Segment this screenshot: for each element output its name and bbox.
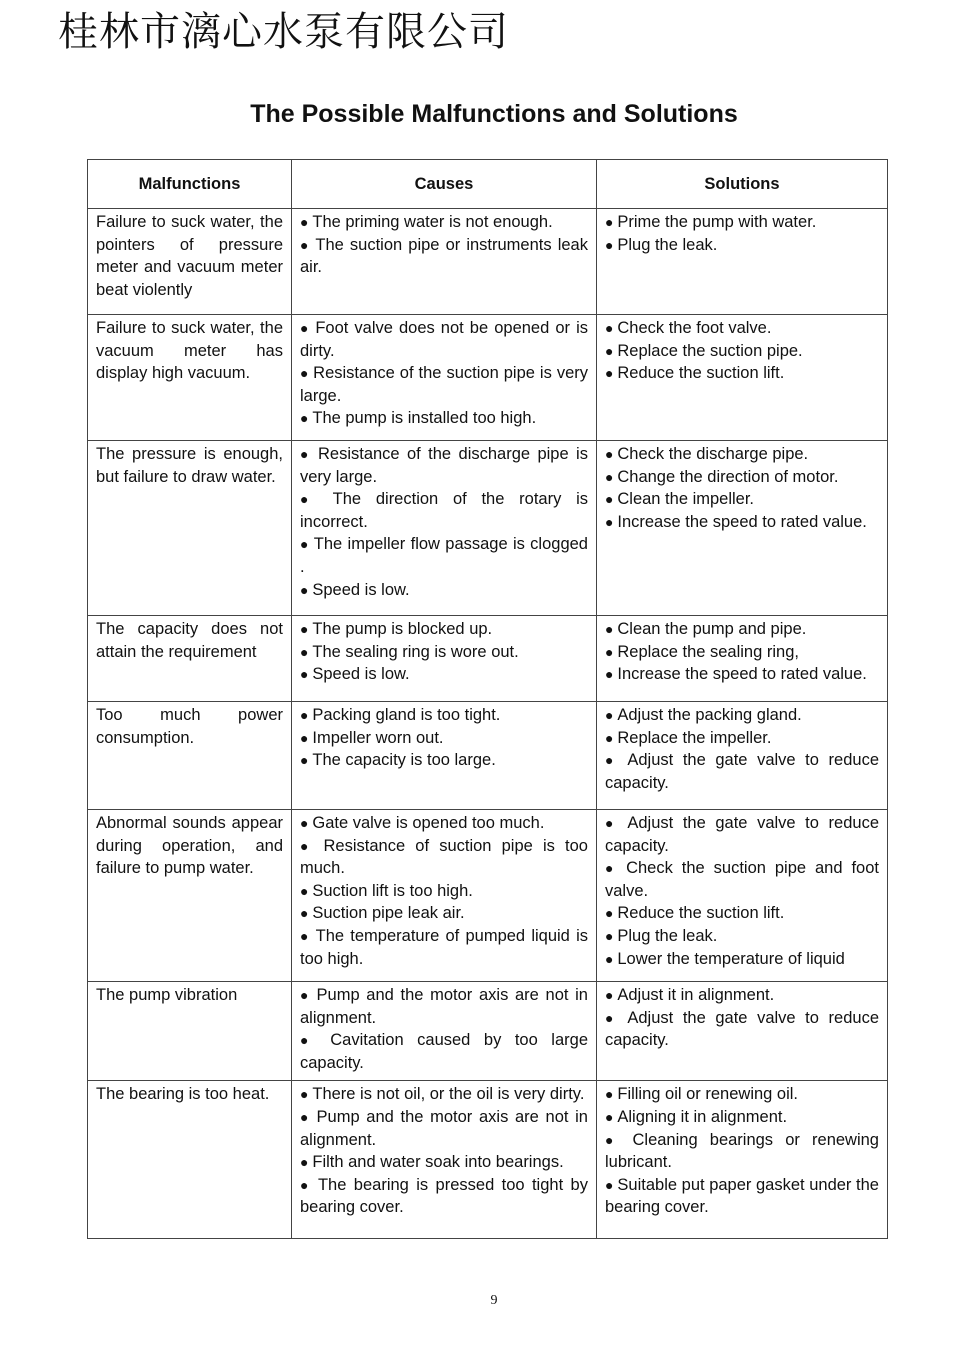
solution-item: ● Prime the pump with water. [605, 211, 879, 234]
company-name: 桂林市漓心水泵有限公司 [58, 9, 509, 55]
solutions-cell [597, 315, 888, 441]
causes-cell [292, 810, 597, 982]
causes-cell [292, 209, 597, 315]
cause-item: ● Resistance of the suction pipe is very large. [300, 362, 588, 407]
cause-item: ● Resistance of the discharge pipe is very large. [300, 443, 588, 488]
causes-cell [292, 441, 597, 616]
cause-item: ● Impeller worn out. [300, 727, 588, 750]
malfunction-cell [88, 1081, 292, 1239]
malfunction-text: The pressure is enough, but failure to draw water. [96, 445, 283, 486]
malfunction-cell [88, 982, 292, 1081]
table-row [88, 1081, 888, 1239]
cause-item: ● Suction pipe leak air. [300, 902, 588, 925]
cause-item: ● Gate valve is opened too much. [300, 812, 588, 835]
cause-item: ● Resistance of suction pipe is too much. [300, 835, 588, 880]
solution-item: ● Filling oil or renewing oil. [605, 1083, 879, 1106]
cause-item: ● Speed is low. [300, 663, 588, 686]
causes-cell [292, 315, 597, 441]
malfunction-text: Abnormal sounds appear during operation, and failure to pump water. [96, 814, 283, 878]
cause-item: ● The sealing ring is wore out. [300, 641, 588, 664]
solution-item: ● Increase the speed to rated value. [605, 663, 879, 686]
solution-item: ● Adjust the gate valve to reduce capacity. [605, 812, 879, 857]
cause-item: ● Cavitation caused by too large capacity. [300, 1029, 588, 1074]
solution-item: ● Increase the speed to rated value. [605, 511, 879, 534]
malfunction-cell [88, 702, 292, 810]
solution-item: ● Clean the impeller. [605, 488, 879, 511]
solution-item: ● Replace the sealing ring, [605, 641, 879, 664]
cause-item: ● The pump is blocked up. [300, 618, 588, 641]
cause-item: ● The pump is installed too high. [300, 407, 588, 430]
solution-item: ● Replace the suction pipe. [605, 340, 879, 363]
solution-item: ● Plug the leak. [605, 925, 879, 948]
solutions-cell [597, 1081, 888, 1239]
malfunction-text: Too much power consumption. [96, 706, 283, 747]
solution-item: ● Check the suction pipe and foot valve. [605, 857, 879, 902]
cause-item: ● The priming water is not enough. [300, 211, 588, 234]
solutions-cell [597, 702, 888, 810]
causes-cell [292, 702, 597, 810]
malfunction-cell [88, 209, 292, 315]
solutions-cell [597, 982, 888, 1081]
cause-item: ● The direction of the rotary is incorrect. [300, 488, 588, 533]
table-header-row [88, 160, 888, 209]
header-solutions: Solutions [597, 160, 888, 209]
cause-item: ● The suction pipe or instruments leak air. [300, 234, 588, 279]
cause-item: ● Packing gland is too tight. [300, 704, 588, 727]
cause-item: ● The bearing is pressed too tight by bearing cover. [300, 1174, 588, 1219]
cause-item: ● The capacity is too large. [300, 749, 588, 772]
malfunction-cell [88, 441, 292, 616]
malfunctions-table [87, 159, 888, 1239]
malfunction-text: The capacity does not attain the requirement [96, 620, 283, 661]
cause-item: ● Suction lift is too high. [300, 880, 588, 903]
solutions-cell [597, 810, 888, 982]
malfunction-cell [88, 616, 292, 702]
table-row [88, 616, 888, 702]
cause-item: ● Pump and the motor axis are not in alignment. [300, 1106, 588, 1151]
solution-item: ● Replace the impeller. [605, 727, 879, 750]
table-row [88, 315, 888, 441]
solutions-cell [597, 209, 888, 315]
causes-cell [292, 1081, 597, 1239]
solution-item: ● Check the foot valve. [605, 317, 879, 340]
malfunction-cell [88, 315, 292, 441]
solution-item: ● Plug the leak. [605, 234, 879, 257]
cause-item: ● Foot valve does not be opened or is dirty. [300, 317, 588, 362]
table-row [88, 810, 888, 982]
solution-item: ● Adjust the gate valve to reduce capacity. [605, 1007, 879, 1052]
causes-cell [292, 982, 597, 1081]
solution-item: ● Clean the pump and pipe. [605, 618, 879, 641]
cause-item: ● Filth and water soak into bearings. [300, 1151, 588, 1174]
solution-item: ● Reduce the suction lift. [605, 362, 879, 385]
malfunction-text: Failure to suck water, the vacuum meter has display high vacuum. [96, 319, 283, 383]
header-malfunctions: Malfunctions [88, 160, 292, 209]
malfunction-text: The pump vibration [96, 986, 238, 1004]
cause-item: ● The temperature of pumped liquid is too high. [300, 925, 588, 970]
solution-item: ● Cleaning bearings or renewing lubricant. [605, 1129, 879, 1174]
causes-cell [292, 616, 597, 702]
malfunction-cell [88, 810, 292, 982]
table-row [88, 702, 888, 810]
solution-item: ● Lower the temperature of liquid [605, 948, 879, 971]
solution-item: ● Adjust the gate valve to reduce capacity. [605, 749, 879, 794]
solution-item: ● Reduce the suction lift. [605, 902, 879, 925]
table-row [88, 982, 888, 1081]
solution-item: ● Check the discharge pipe. [605, 443, 879, 466]
page-title: The Possible Malfunctions and Solutions [250, 100, 738, 128]
header-causes: Causes [292, 160, 597, 209]
table-row [88, 441, 888, 616]
cause-item: ● There is not oil, or the oil is very dirty. [300, 1083, 588, 1106]
cause-item: ● Pump and the motor axis are not in alignment. [300, 984, 588, 1029]
solution-item: ● Adjust it in alignment. [605, 984, 879, 1007]
solutions-cell [597, 616, 888, 702]
solutions-cell [597, 441, 888, 616]
malfunction-text: Failure to suck water, the pointers of pressure meter and vacuum meter beat violently [96, 213, 283, 299]
solution-item: ● Change the direction of motor. [605, 466, 879, 489]
cause-item: ● Speed is low. [300, 579, 588, 602]
page-number: 9 [490, 1293, 498, 1308]
solution-item: ● Adjust the packing gland. [605, 704, 879, 727]
cause-item: ● The impeller flow passage is clogged . [300, 533, 588, 578]
table-row [88, 209, 888, 315]
solution-item: ● Suitable put paper gasket under the bearing cover. [605, 1174, 879, 1219]
malfunction-text: The bearing is too heat. [96, 1085, 270, 1104]
solution-item: ● Aligning it in alignment. [605, 1106, 879, 1129]
